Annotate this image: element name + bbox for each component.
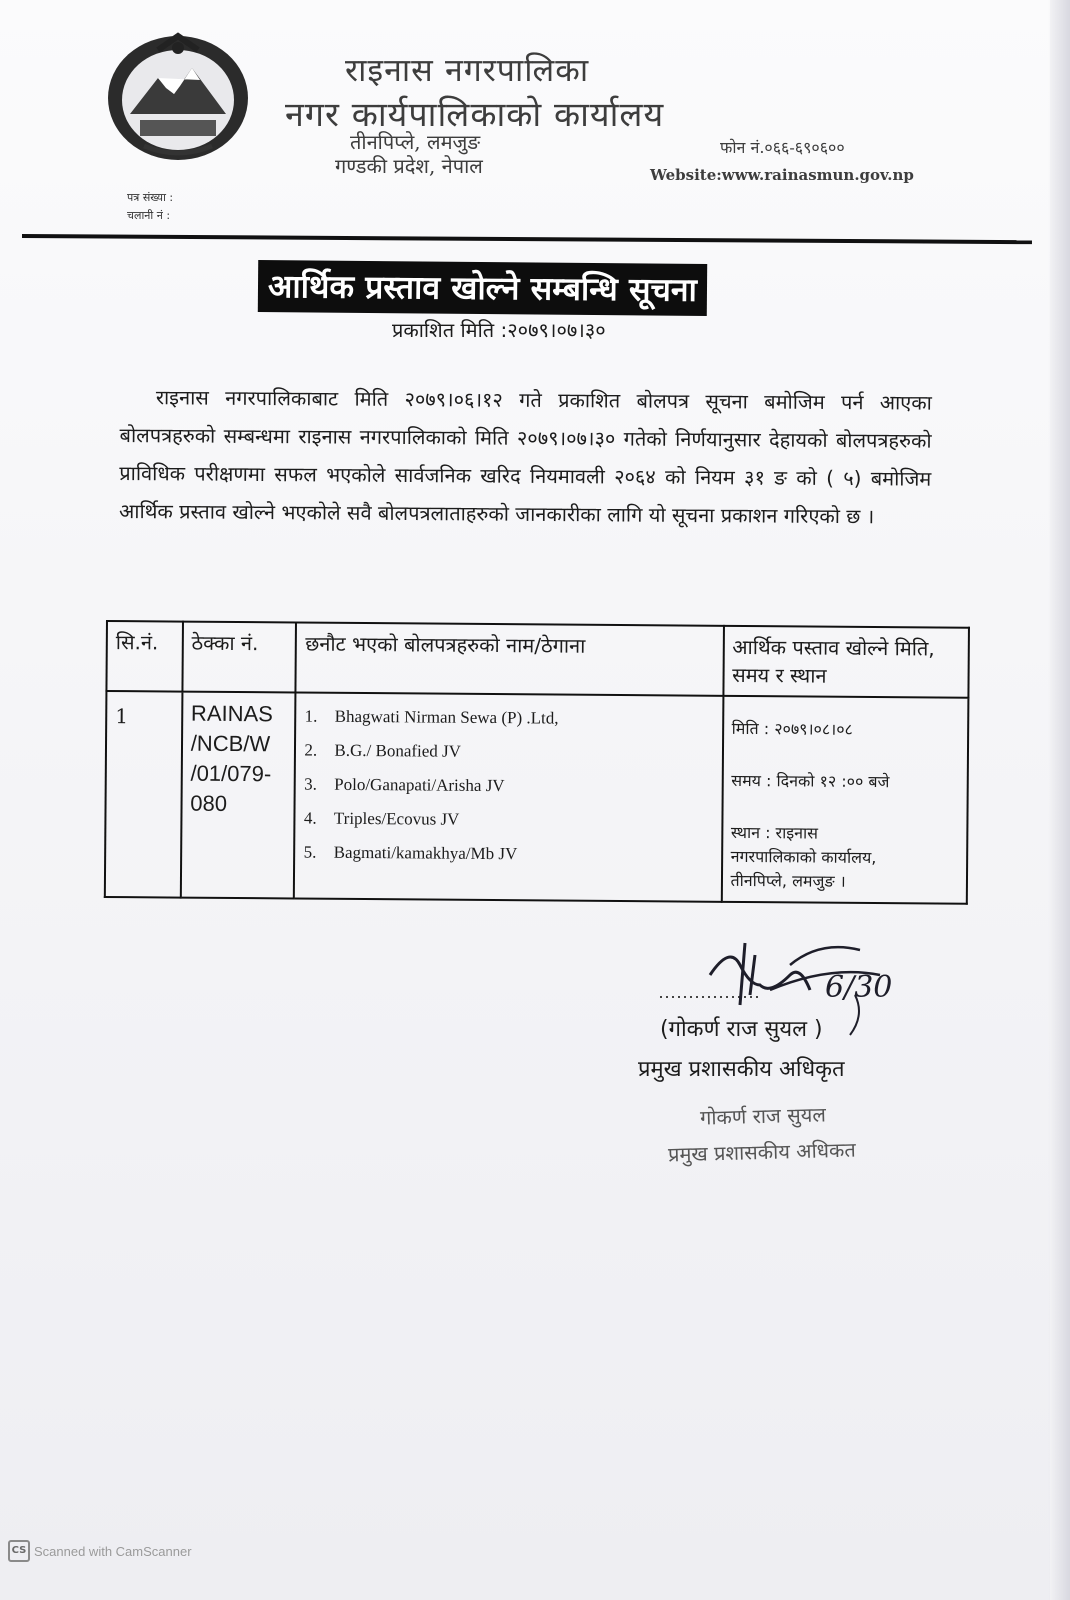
watermark-text: Scanned with CamScanner [34, 1543, 192, 1559]
bidder-name: Polo/Ganapati/Arisha JV [334, 774, 505, 796]
bidder-name: Bhagwati Nirman Sewa (P) .Ltd, [334, 706, 559, 728]
bidder-number: 1. [304, 706, 318, 726]
camscanner-watermark [8, 1540, 192, 1562]
list-item [304, 768, 713, 805]
bidder-name: Triples/Ecovus JV [333, 808, 460, 829]
list-item [303, 836, 713, 873]
contract-number-part: /NCB/W [190, 730, 271, 757]
serial-number: 1 [115, 704, 129, 729]
notice-title: आर्थिक प्रस्ताव खोल्ने सम्बन्धि सूचना [258, 260, 707, 316]
list-item [303, 802, 713, 839]
phone-number: फोन नं.०६६-६९०६०० [720, 138, 845, 157]
website-url: Website:www.rainasmun.gov.np [650, 166, 914, 184]
bidder-name: B.G./ Bonafied JV [334, 740, 462, 761]
address-line-1: तीनपिप्ले, लमजुङ [350, 130, 481, 154]
bidder-number: 4. [303, 808, 317, 828]
address-line-2: गण्डकी प्रदेश, नेपाल [335, 154, 483, 178]
office-name: नगर कार्यपालिकाको कार्यालय [285, 95, 665, 135]
bid-table [104, 620, 970, 905]
opening-details-cell [721, 696, 968, 904]
page-edge-shadow [1048, 0, 1070, 1600]
signature-date: 6/30 [825, 970, 893, 1005]
stamp-title: प्रमुख प्रशासकीय अधिकत [667, 1137, 857, 1167]
bidder-number: 2. [304, 740, 318, 760]
contract-number-part: 080 [190, 790, 228, 816]
camscanner-logo-icon: CS [8, 1540, 30, 1562]
signatory-name: (गोकर्ण राज सुयल ) [660, 1017, 823, 1042]
header-bidders: छनौट भएको बोलपत्रहरुको नाम/ठेगाना [296, 622, 724, 695]
bidder-list [304, 700, 714, 873]
dispatch-number-label: चलानी नं : [127, 209, 171, 222]
table-header-row [106, 621, 969, 698]
bidder-name: Bagmati/kamakhya/Mb JV [333, 842, 518, 864]
municipality-emblem-icon [100, 28, 260, 168]
header-serial-number: सि.नं. [106, 621, 182, 692]
header-opening-details: आर्थिक पस्ताव खोल्ने मिति, समय र स्थान [723, 626, 969, 698]
municipality-name: राइनास नगरपालिका [345, 51, 590, 89]
opening-date: मिति : २०७९।०८।०८ [731, 718, 854, 739]
bidder-number: 3. [304, 774, 318, 794]
published-date: प्रकाशित मिति :२०७९।०७।३० [392, 318, 606, 342]
opening-place-line-1: स्थान : राइनास [730, 822, 819, 843]
bidders-cell [294, 692, 723, 901]
contract-number-part: /01/079- [190, 760, 272, 787]
list-item [304, 734, 713, 771]
signatory-title: प्रमुख प्रशासकीय अधिकृत [638, 1057, 845, 1082]
bidder-number: 5. [303, 842, 317, 862]
table-row [105, 691, 969, 904]
stamp-name: गोकर्ण राज सुयल [699, 1102, 827, 1130]
opening-place-line-2: नगरपालिकाको कार्यालय, [730, 846, 877, 868]
reference-number-label: पत्र संख्या : [127, 191, 174, 204]
list-item [304, 700, 714, 737]
opening-place-line-3: तीनपिप्ले, लमजुङ । [730, 870, 846, 891]
header-contract-number: ठेक्का नं. [182, 622, 296, 693]
contract-number-cell [181, 692, 296, 899]
notice-body: राइनास नगरपालिकाबाट मिति २०७९।०६।१२ गते प्रकाशित बोलपत्र सूचना बमोजिम पर्न आएका बोलपत्रहरुको सम्बन्धमा राइनास नगरपालिकाको मिति २०७९।०७।३० गतेको निर्णयानुसार देहायको बोलपत्रहरुको प्राविधिक परीक्षणमा सफल भएकोले सार्वजनिक खरिद नियमावली २०६४ को नियम ३१ ङ को ( ५) बमोजिम आर्थिक प्रस्ताव खोल्ने भएकोले सवै बोलपत्रलाताहरुको जानकारीका लागि यो सूचना प्रकाशन गरिएको छ । [118, 385, 932, 529]
opening-time: समय : दिनको १२ :०० बजे [731, 770, 890, 792]
serial-number-cell [105, 691, 182, 898]
contract-number-part: RAINAS [190, 700, 274, 727]
